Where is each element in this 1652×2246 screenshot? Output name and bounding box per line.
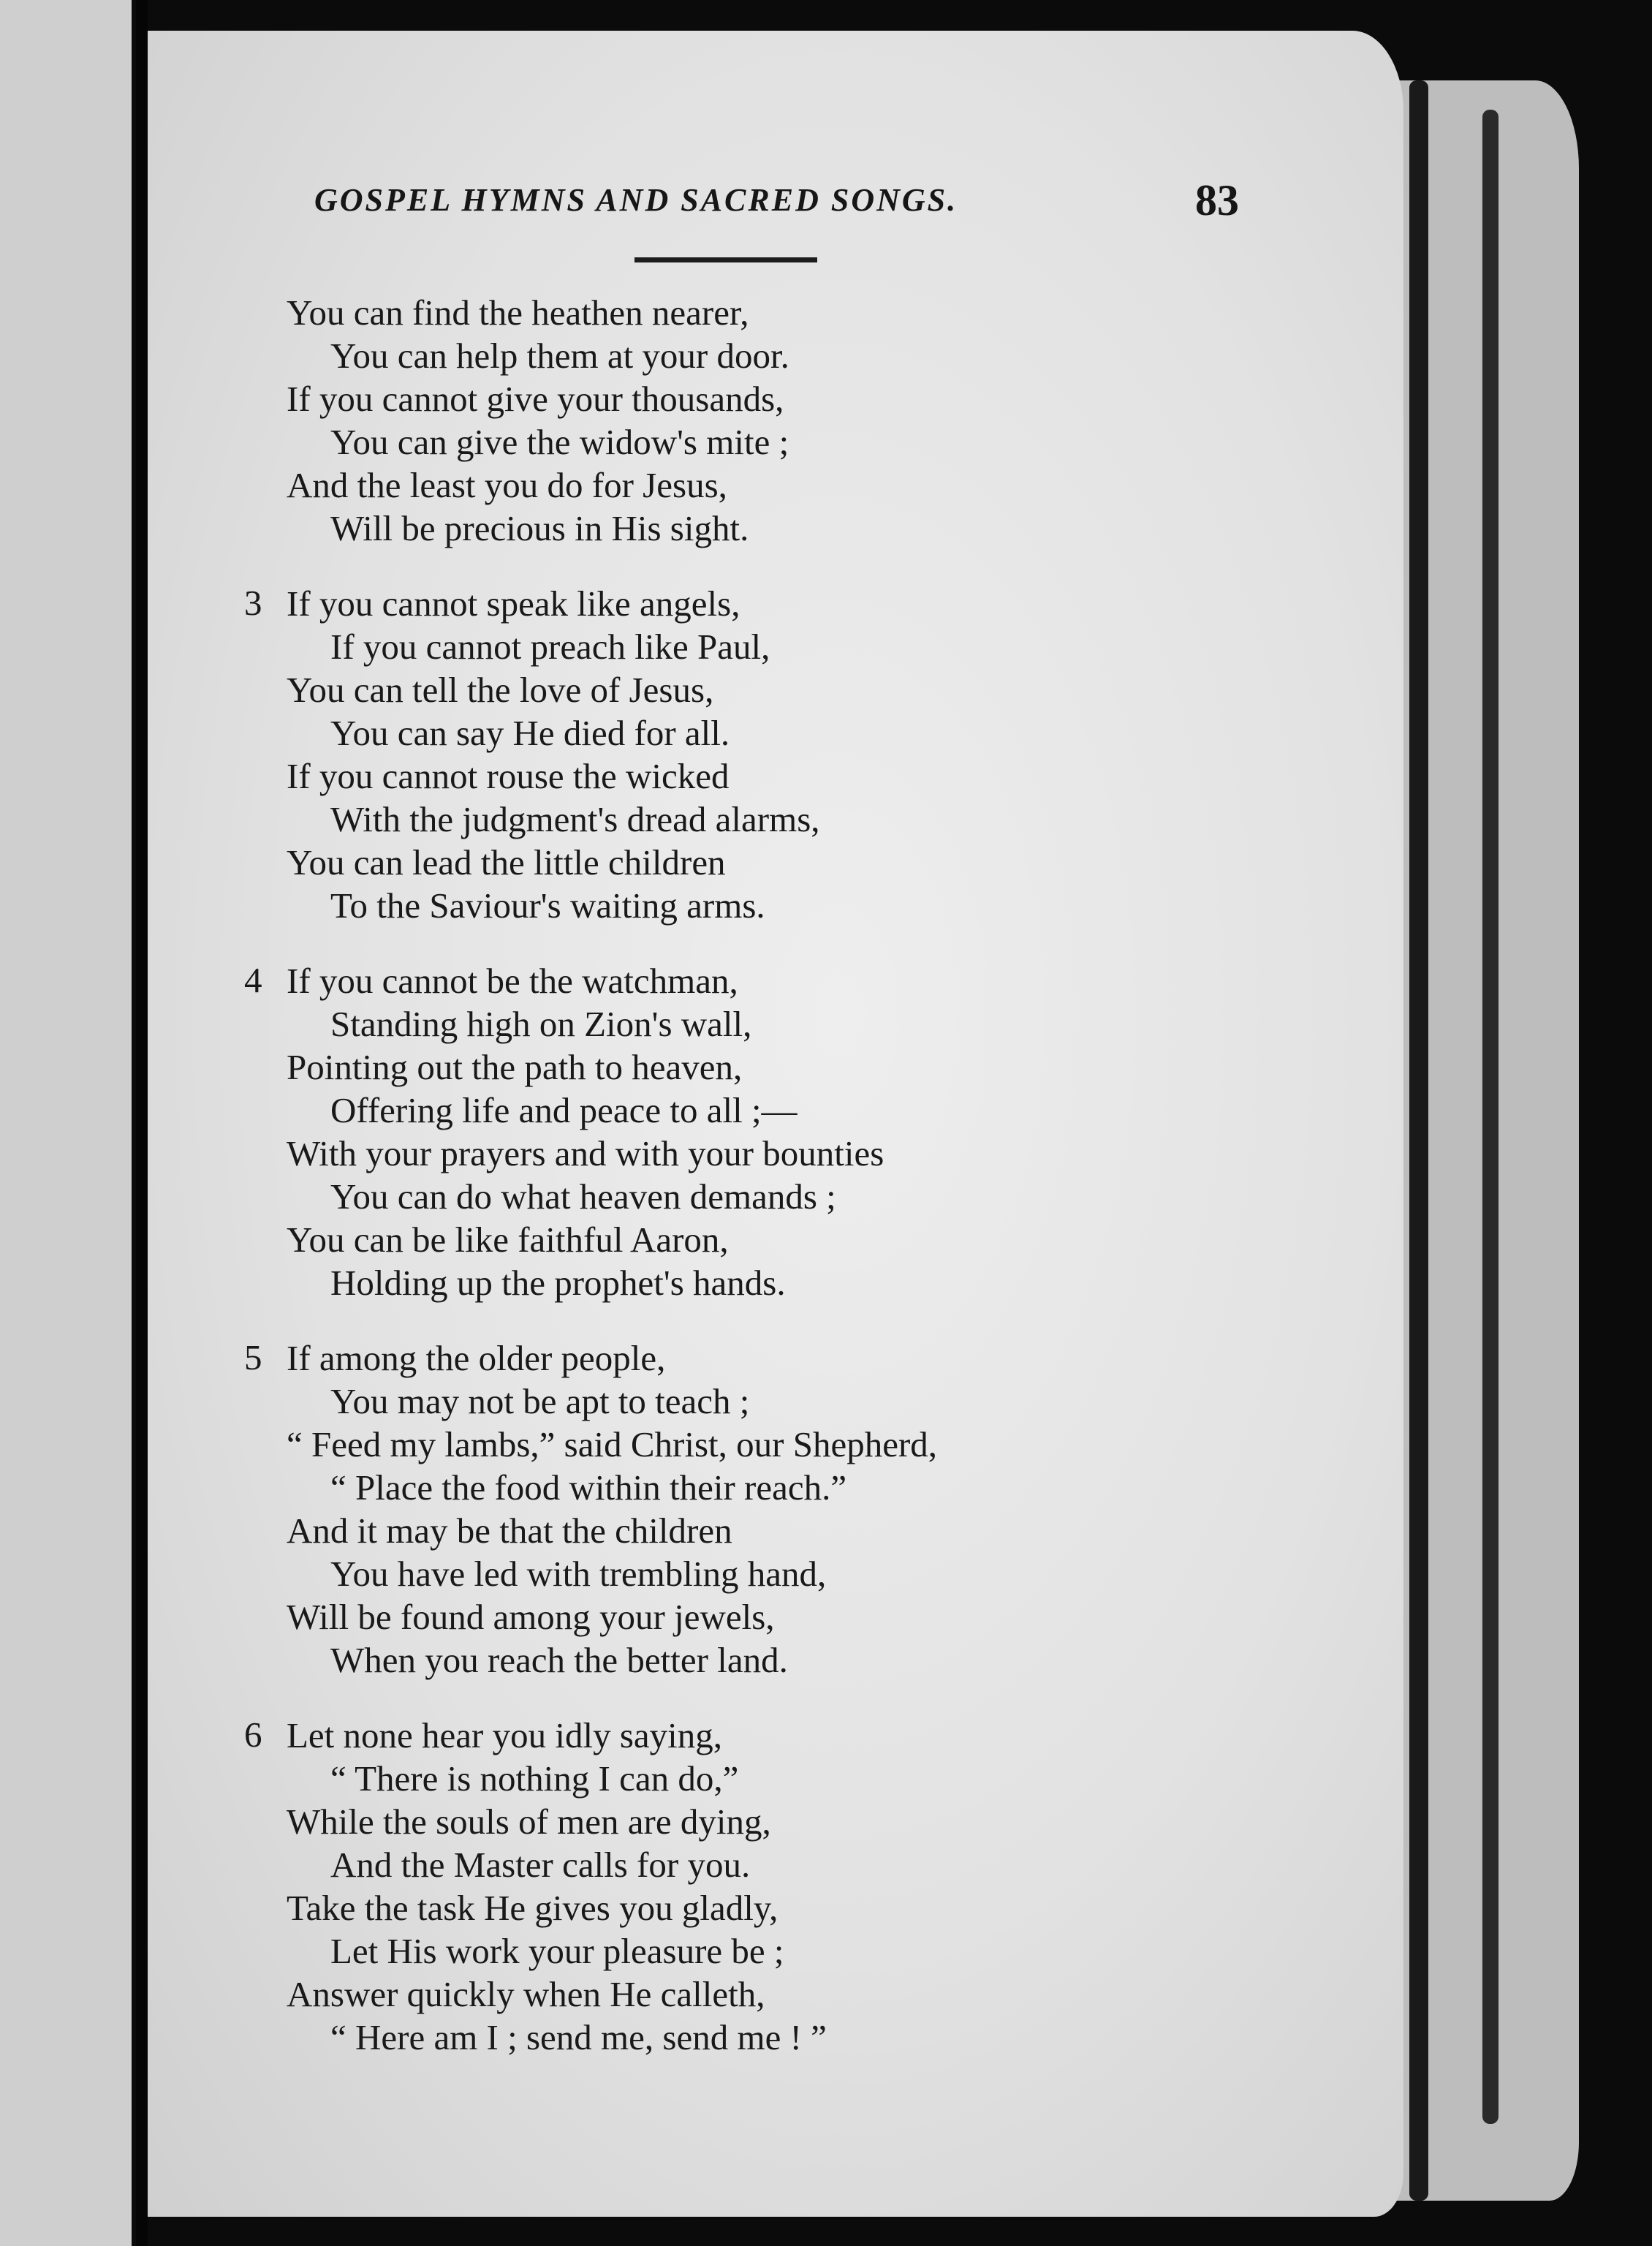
verse-line: You can be like faithful Aaron, [287, 1220, 729, 1260]
verse-line: “ Feed my lambs,” said Christ, our Shepherd, [287, 1424, 938, 1464]
verse-line: Answer quickly when He calleth, [287, 1974, 765, 2014]
verse-line: Offering life and peace to all ;— [330, 1090, 797, 1130]
verse-line: And the Master calls for you. [330, 1845, 751, 1885]
stanza-6 [227, 1714, 1206, 2059]
verse-line: Standing high on Zion's wall, [330, 1004, 752, 1044]
verse-line: If you cannot give your thousands, [287, 379, 784, 419]
verse-line: If you cannot rouse the wicked [287, 756, 730, 796]
verse-line: With your prayers and with your bounties [287, 1133, 884, 1173]
verse-number: 5 [244, 1337, 262, 1377]
verse-line: If you cannot be the watchman, [287, 961, 738, 1001]
verse-line: “ There is nothing I can do,” [330, 1758, 739, 1799]
verse-number: 3 [244, 583, 262, 623]
verse-line: You have led with trembling hand, [330, 1554, 827, 1594]
verse-number: 4 [244, 960, 262, 1000]
verse-line: While the souls of men are dying, [287, 1801, 771, 1842]
running-head-title: GOSPEL HYMNS AND SACRED SONGS. [314, 182, 958, 218]
verse-line: Let none hear you idly saying, [287, 1715, 723, 1755]
stanza-continued [227, 291, 1206, 550]
verse-line: You may not be apt to teach ; [330, 1381, 750, 1421]
verse-line: And the least you do for Jesus, [287, 465, 727, 505]
verse-line: Will be found among your jewels, [287, 1597, 775, 1637]
verse-line: You can do what heaven demands ; [330, 1176, 836, 1217]
verse-line: You can tell the love of Jesus, [287, 670, 714, 710]
stanza-3 [227, 582, 1206, 927]
verse-line: You can find the heathen nearer, [287, 292, 749, 333]
verse-number: 6 [244, 1714, 262, 1755]
hymn-text [227, 291, 1206, 2091]
verse-line: Will be precious in His sight. [330, 508, 749, 548]
verse-line: You can give the widow's mite ; [330, 422, 789, 462]
verse-line: You can lead the little children [287, 842, 726, 882]
verse-line: When you reach the better land. [330, 1640, 788, 1680]
verse-line: And it may be that the children [287, 1510, 732, 1551]
verse-line: With the judgment's dread alarms, [330, 799, 820, 839]
verse-line: Let His work your pleasure be ; [330, 1931, 784, 1971]
verse-line: Pointing out the path to heaven, [287, 1047, 743, 1087]
stanza-4 [227, 959, 1206, 1304]
verse-line: You can say He died for all. [330, 713, 730, 753]
verse-line: Take the task He gives you gladly, [287, 1888, 778, 1928]
verse-line: Holding up the prophet's hands. [330, 1263, 786, 1303]
verse-line: If among the older people, [287, 1338, 666, 1378]
verse-line: “ Here am I ; send me, send me ! ” [330, 2017, 827, 2057]
verse-line: “ Place the food within their reach.” [330, 1467, 847, 1508]
stanza-5 [227, 1336, 1206, 1682]
facing-page-edge [0, 0, 132, 2246]
verse-line: To the Saviour's waiting arms. [330, 885, 765, 926]
header-rule [634, 257, 817, 262]
verse-line: If you cannot speak like angels, [287, 583, 740, 624]
page-number: 83 [1195, 176, 1239, 224]
gutter-shadow [136, 0, 148, 2246]
page-fore-edge [1396, 80, 1579, 2201]
verse-line: You can help them at your door. [330, 336, 789, 376]
verse-line: If you cannot preach like Paul, [330, 627, 770, 667]
running-head [314, 176, 1265, 240]
